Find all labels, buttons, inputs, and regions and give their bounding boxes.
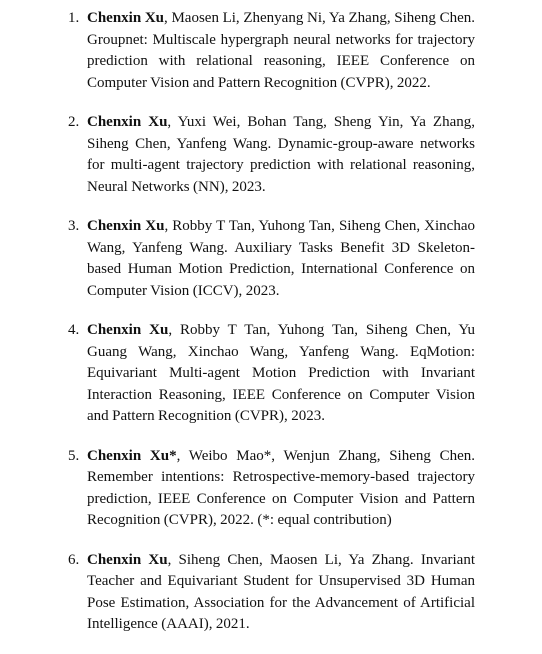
citation-text: , Yuxi Wei, Bohan Tang, Sheng Yin, Ya Zhang, Siheng Chen, Yanfeng Wang. Dynamic-group-aware networks for multi-agent trajectory prediction with relational reasoning, Neural Networks (NN), 2023. [87, 114, 475, 195]
citation-text: , Siheng Chen, Maosen Li, Ya Zhang. Invariant Teacher and Equivariant Student for Unsupervised 3D Human Pose Estimation, Association for the Advancement of Artificial Intelligence (AAAI), 2021. [87, 551, 475, 632]
citation-text: , Robby T Tan, Yuhong Tan, Siheng Chen, Yu Guang Wang, Xinchao Wang, Yanfeng Wang. EqMotion: Equivariant Multi-agent Motion Prediction with Invariant Interaction Reasoning, IEEE Conference on Computer Vision and Pattern Recognition (CVPR), 2023. [87, 322, 476, 424]
publication-list [0, 8, 542, 654]
publication-number: 5. [68, 447, 80, 464]
publication-citation [87, 8, 475, 94]
citation-text: , Weibo Mao*, Wenjun Zhang, Siheng Chen. Remember intentions: Retrospective-memory-based trajectory prediction, IEEE Conference on Computer Vision and Pattern Recognition (CVPR), 2022. (*: equal contribution) [87, 447, 475, 528]
publication-citation [87, 216, 475, 302]
publication-item [0, 320, 542, 428]
highlighted-author: Chenxin Xu* [87, 447, 177, 464]
citation-text: , Maosen Li, Zhenyang Ni, Ya Zhang, Siheng Chen. Groupnet: Multiscale hypergraph neural networks for trajectory prediction with relational reasoning, IEEE Conference on Computer Vision and Pattern Recognition (CVPR), 2022. [87, 10, 475, 91]
publication-citation [87, 446, 475, 532]
highlighted-author: Chenxin Xu [87, 114, 168, 130]
publication-number: 2. [68, 114, 80, 130]
publication-item [0, 112, 542, 198]
highlighted-author: Chenxin Xu [87, 10, 165, 26]
highlighted-author: Chenxin Xu [87, 551, 168, 568]
publication-item [0, 446, 542, 532]
publication-number: 3. [68, 218, 80, 234]
highlighted-author: Chenxin Xu [87, 322, 169, 338]
publication-number: 1. [68, 10, 80, 26]
publication-number: 4. [68, 322, 80, 338]
publication-citation [87, 550, 475, 636]
publication-item [0, 550, 542, 636]
publication-item [0, 8, 542, 94]
citation-text: , Robby T Tan, Yuhong Tan, Siheng Chen, Xinchao Wang, Yanfeng Wang. Auxiliary Tasks Benefit 3D Skeleton-based Human Motion Prediction, International Conference on Computer Vision (ICCV), 2023. [87, 218, 475, 299]
highlighted-author: Chenxin Xu [87, 218, 165, 234]
publication-citation [87, 320, 475, 428]
publication-citation [87, 112, 475, 198]
publication-number: 6. [68, 551, 80, 568]
publication-item [0, 216, 542, 302]
